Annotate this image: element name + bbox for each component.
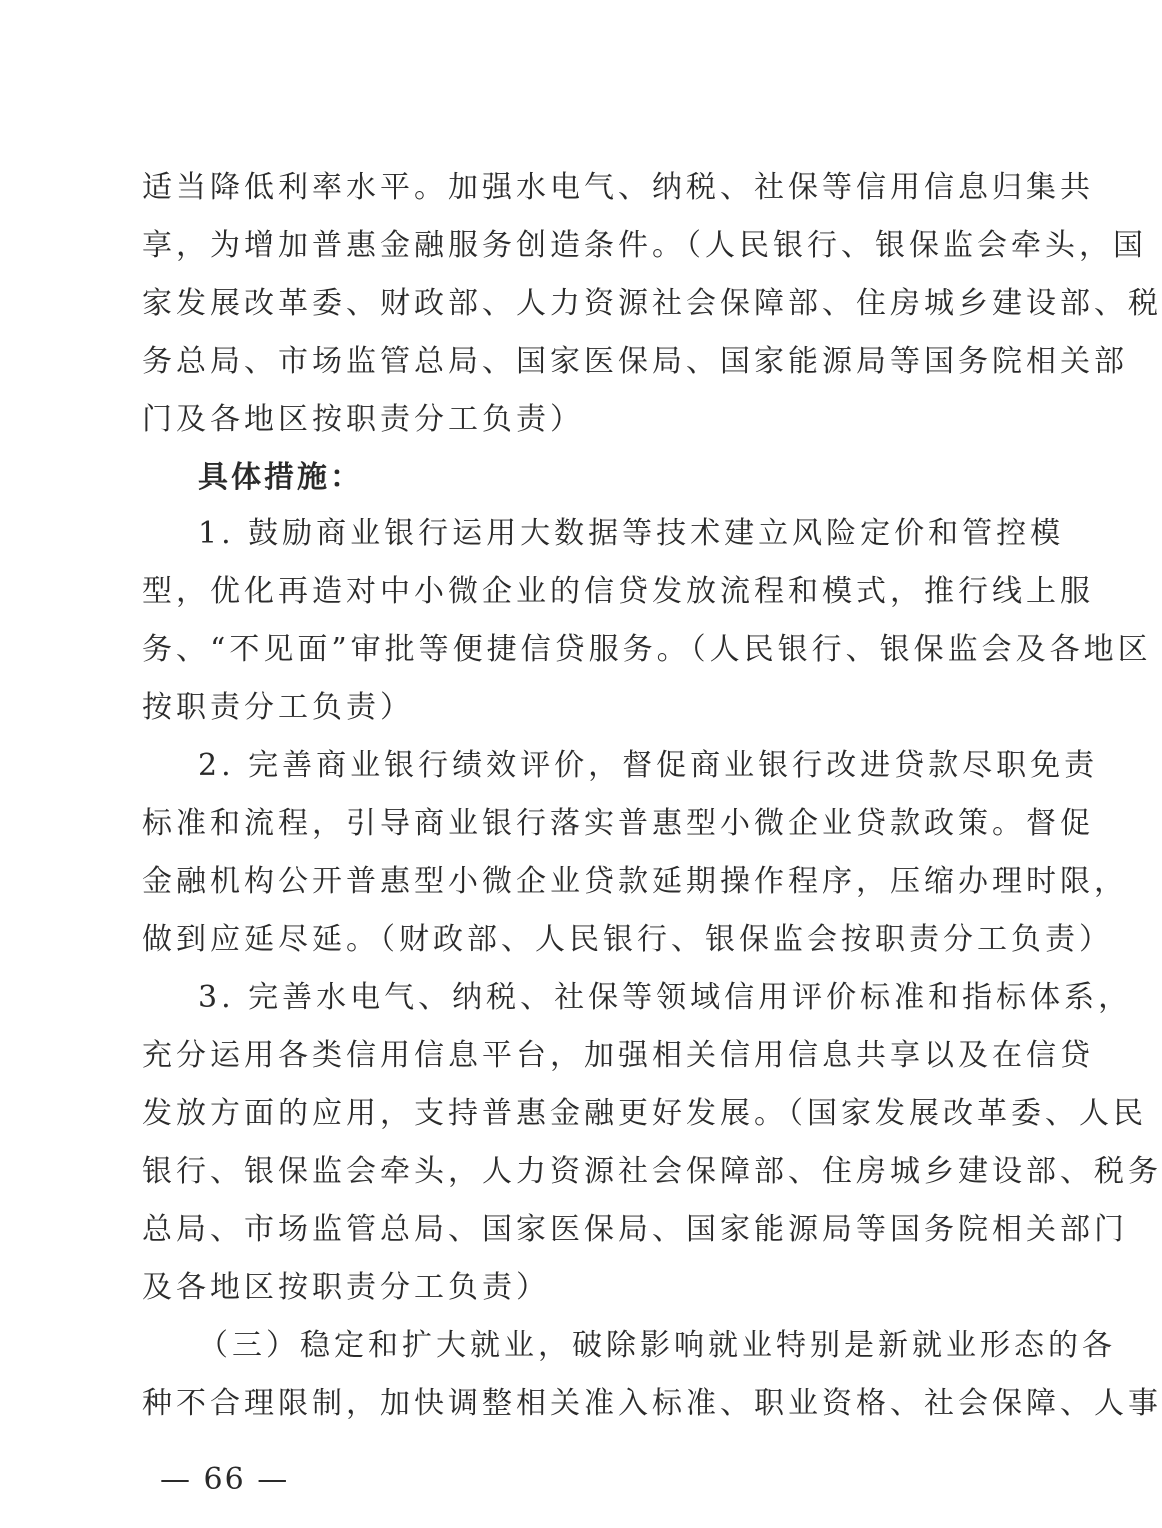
- body-text-line: 享，为增加普惠金融服务创造条件。（人民银行、银保监会牵头，国: [142, 228, 1147, 263]
- body-text-line: 充分运用各类信用信息平台，加强相关信用信息共享以及在信贷: [142, 1038, 1094, 1073]
- measure-item-1: 1. 鼓励商业银行运用大数据等技术建立风险定价和管控模: [198, 516, 1065, 551]
- body-text-line: 银行、银保监会牵头，人力资源社会保障部、住房城乡建设部、税务: [142, 1154, 1162, 1189]
- body-text-line: 及各地区按职责分工负责）: [142, 1270, 550, 1305]
- measure-item-2: 2. 完善商业银行绩效评价，督促商业银行改进贷款尽职免责: [198, 748, 1099, 783]
- body-text-line: 务、“不见面”审批等便捷信贷服务。（人民银行、银保监会及各地区: [142, 632, 1152, 667]
- body-text-line: 按职责分工负责）: [142, 690, 414, 725]
- body-text-line: 做到应延尽延。（财政部、人民银行、银保监会按职责分工负责）: [142, 922, 1113, 957]
- page-number: — 66 —: [160, 1462, 290, 1497]
- body-text-line: 门及各地区按职责分工负责）: [142, 402, 584, 437]
- measure-item-3: 3. 完善水电气、纳税、社保等领域信用评价标准和指标体系，: [198, 980, 1133, 1015]
- body-text-line: 发放方面的应用，支持普惠金融更好发展。（国家发展改革委、人民: [142, 1096, 1147, 1131]
- body-text-line: 种不合理限制，加快调整相关准入标准、职业资格、社会保障、人事: [142, 1386, 1162, 1421]
- section-item-3: （三）稳定和扩大就业，破除影响就业特别是新就业形态的各: [198, 1328, 1116, 1363]
- body-text-line: 型，优化再造对中小微企业的信贷发放流程和模式，推行线上服: [142, 574, 1094, 609]
- body-text-line: 家发展改革委、财政部、人力资源社会保障部、住房城乡建设部、税: [142, 286, 1162, 321]
- body-text-line: 务总局、市场监管总局、国家医保局、国家能源局等国务院相关部: [142, 344, 1128, 379]
- body-text-line: 总局、市场监管总局、国家医保局、国家能源局等国务院相关部门: [142, 1212, 1128, 1247]
- body-text-line: 金融机构公开普惠型小微企业贷款延期操作程序，压缩办理时限，: [142, 864, 1128, 899]
- section-heading: 具体措施：: [198, 460, 363, 495]
- body-text-line: 标准和流程，引导商业银行落实普惠型小微企业贷款政策。督促: [142, 806, 1094, 841]
- body-text-line: 适当降低利率水平。加强水电气、纳税、社保等信用信息归集共: [142, 170, 1094, 205]
